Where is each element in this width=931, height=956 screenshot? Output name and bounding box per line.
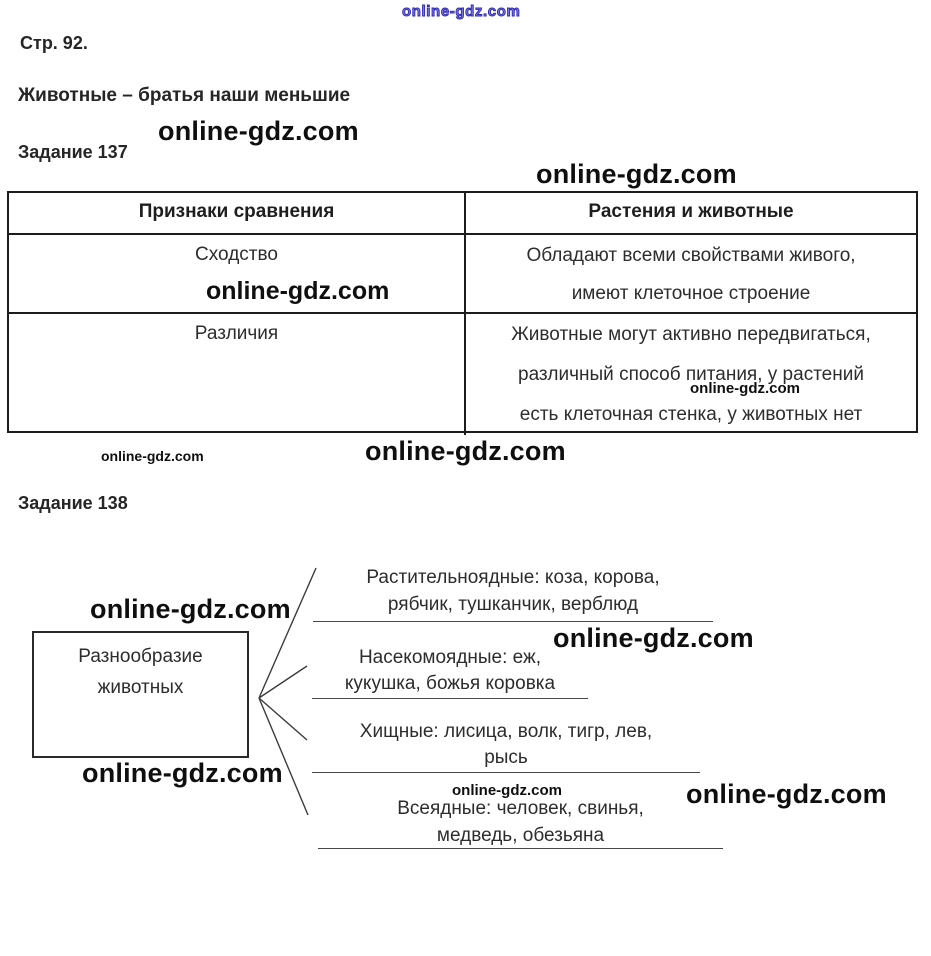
differences-value-line2: различный способ питания, у растений xyxy=(518,364,864,385)
branch-omnivores xyxy=(318,795,723,849)
watermark-below-table-center: online-gdz.com xyxy=(365,436,566,466)
differences-label: Различия xyxy=(194,323,279,344)
branch-predators-line2: рысь xyxy=(484,747,528,768)
page-number-label: Стр. 92. xyxy=(20,33,88,53)
table-cell-similarity-label xyxy=(9,235,466,314)
watermark-below-box: online-gdz.com xyxy=(82,758,283,788)
table-cell-differences-value xyxy=(466,314,916,435)
similarity-value-line1: Обладают всеми свойствами живого, xyxy=(526,245,856,266)
differences-value-line3: есть клеточная стенка, у животных нет xyxy=(519,404,863,425)
branch-herbivores-line2: рябчик, тушканчик, верблюд xyxy=(387,594,639,615)
page-title: Животные – братья наши меньшие xyxy=(18,85,351,106)
watermark-under-title: online-gdz.com xyxy=(158,116,359,146)
table-header-plants-animals: Растения и животные xyxy=(466,193,916,235)
branch-omnivores-line1: Всеядные: человек, свинья, xyxy=(397,798,644,819)
watermark-table-row2: online-gdz.com xyxy=(690,380,800,397)
watermark-bottom-right: online-gdz.com xyxy=(686,779,887,809)
task-137-label: Задание 137 xyxy=(18,142,128,162)
similarity-value-line2: имеют клеточное строение xyxy=(571,283,811,304)
watermark-above-box: online-gdz.com xyxy=(90,594,291,624)
watermark-branch4-small: online-gdz.com xyxy=(452,782,562,799)
branch-insectivores-line2: кукушка, божья коровка xyxy=(344,673,556,694)
comparison-table xyxy=(7,191,918,433)
table-header-features: Признаки сравнения xyxy=(9,193,466,235)
table-cell-similarity-value xyxy=(466,235,916,314)
branch-insectivores-line1: Насекомоядные: еж, xyxy=(358,647,542,668)
watermark-branch2: online-gdz.com xyxy=(553,623,754,653)
branch-herbivores-line1: Растительноядные: коза, корова, xyxy=(366,567,660,588)
watermark-above-table: online-gdz.com xyxy=(536,159,737,189)
watermark-below-table-left: online-gdz.com xyxy=(101,448,204,464)
root-box-line2: животных xyxy=(97,677,184,698)
similarity-label: Сходство xyxy=(195,244,278,265)
table-cell-differences-label xyxy=(9,314,466,435)
differences-value-line1: Животные могут активно передвигаться, xyxy=(511,324,871,345)
branch-insectivores xyxy=(312,645,588,699)
branch-omnivores-line2: медведь, обезьяна xyxy=(436,825,605,846)
branch-predators-line1: Хищные: лисица, волк, тигр, лев, xyxy=(359,721,653,742)
connector-line-predators xyxy=(259,698,307,740)
root-box-line1: Разнообразие xyxy=(78,646,203,667)
branch-predators xyxy=(312,719,700,773)
task-138-label: Задание 138 xyxy=(18,493,128,513)
watermark-top-blue: online-gdz.com xyxy=(402,3,521,20)
diagram-root-box xyxy=(32,631,249,758)
branch-herbivores xyxy=(313,564,713,622)
watermark-table-row1: online-gdz.com xyxy=(206,277,390,305)
connector-line-omnivores xyxy=(259,698,308,815)
